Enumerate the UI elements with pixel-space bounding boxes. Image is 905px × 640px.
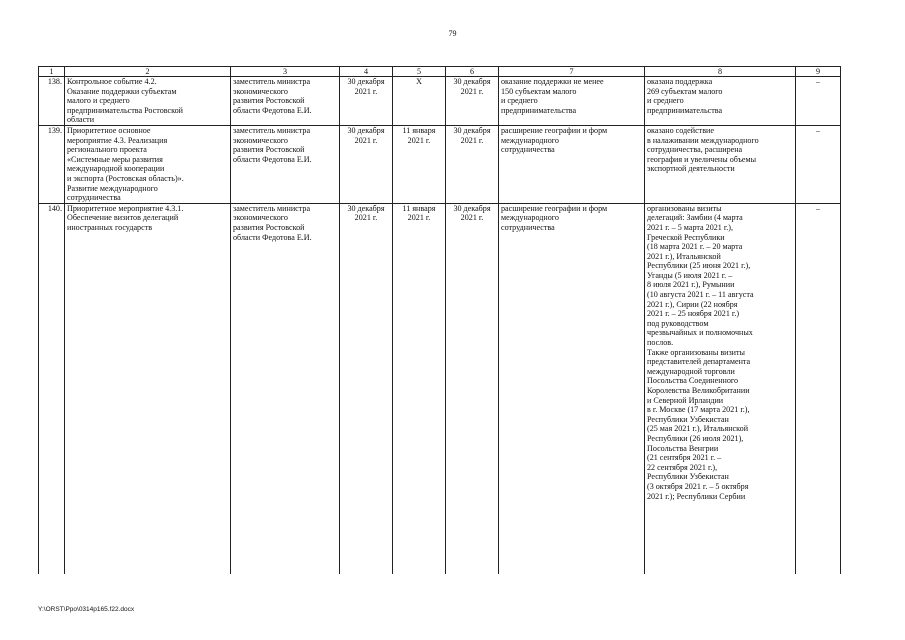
row-number: 139.: [39, 125, 65, 203]
achieved-result: оказана поддержка 269 субъектам малого и среднего предпринимательства: [645, 77, 796, 126]
column-header: 2: [65, 67, 231, 77]
achieved-result: оказано содействие в налаживании международного сотрудничества, расширена география и увеличены объемы экспортной деятельности: [645, 125, 796, 203]
header-row: [39, 67, 841, 77]
column-header: 6: [446, 67, 499, 77]
note: –: [796, 77, 841, 126]
column-header: 4: [340, 67, 393, 77]
actual-start-date: 11 января 2021 г.: [393, 125, 446, 203]
column-header: 1: [39, 67, 65, 77]
footer-file-path: Y:\ORST\Ppo\0314p165.f22.docx: [38, 606, 135, 613]
planned-end-date: 30 декабря 2021 г.: [446, 125, 499, 203]
expected-result: расширение географии и форм международного сотрудничества: [499, 203, 645, 574]
column-header: 5: [393, 67, 446, 77]
row-number: 140.: [39, 203, 65, 574]
expected-result: оказание поддержки не менее 150 субъектам малого и среднего предпринимательства: [499, 77, 645, 126]
column-header: 7: [499, 67, 645, 77]
planned-end-date: 30 декабря 2021 г.: [446, 77, 499, 126]
responsible-person: заместитель министра экономического развития Ростовской области Федотова Е.И.: [231, 125, 340, 203]
report-table: [38, 66, 841, 574]
table-row: [39, 203, 841, 574]
planned-start-date: 30 декабря 2021 г.: [340, 203, 393, 574]
page-number: 79: [448, 29, 457, 38]
event-name: Приоритетное мероприятие 4.3.1. Обеспечение визитов делегаций иностранных государств: [65, 203, 231, 574]
event-name: Приоритетное основное мероприятие 4.3. Реализация регионального проекта «Системные меры развития международной кооперации и экспорта (Ростовская область)». Развитие международного сотрудничества: [65, 125, 231, 203]
note: –: [796, 203, 841, 574]
actual-start-date: Х: [393, 77, 446, 126]
responsible-person: заместитель министра экономического развития Ростовской области Федотова Е.И.: [231, 203, 340, 574]
responsible-person: заместитель министра экономического развития Ростовской области Федотова Е.И.: [231, 77, 340, 126]
expected-result: расширение географии и форм международного сотрудничества: [499, 125, 645, 203]
planned-start-date: 30 декабря 2021 г.: [340, 77, 393, 126]
actual-start-date: 11 января 2021 г.: [393, 203, 446, 574]
table-row: [39, 125, 841, 203]
planned-start-date: 30 декабря 2021 г.: [340, 125, 393, 203]
table-row: [39, 77, 841, 126]
planned-end-date: 30 декабря 2021 г.: [446, 203, 499, 574]
column-header: 8: [645, 67, 796, 77]
event-name: Контрольное событие 4.2. Оказание поддержки субъектам малого и среднего предпринимательства Ростовской области: [65, 77, 231, 126]
note: –: [796, 125, 841, 203]
column-header: 9: [796, 67, 841, 77]
achieved-result: организованы визиты делегаций: Замбии (4 марта 2021 г. – 5 марта 2021 г.), Греческой Республики (18 марта 2021 г. – 20 марта 2021 г.), Итальянской Республики (25 июня 2021 г.), Уганды (5 июля 2021 г. – 8 июля 2021 г.), Румынии (10 августа 2021 г. – 11 августа 2021 г.), Сирии (22 ноября 2021 г. – 25 ноября 2021 г.) под руководством чрезвычайных и полномочных послов. Также организованы визиты представителей департамента международной торговли Посольства Соединенного Королевства Великобритании и Северной Ирландии в г. Москве (17 марта 2021 г.), Республики Узбекистан (25 мая 2021 г.), Итальянской Республики (26 июля 2021), Посольства Венгрии (21 сентября 2021 г. – 22 сентября 2021 г.), Республики Узбекистан (3 октября 2021 г. – 5 октября 2021 г.); Республики Сербии: [645, 203, 796, 574]
column-header: 3: [231, 67, 340, 77]
row-number: 138.: [39, 77, 65, 126]
